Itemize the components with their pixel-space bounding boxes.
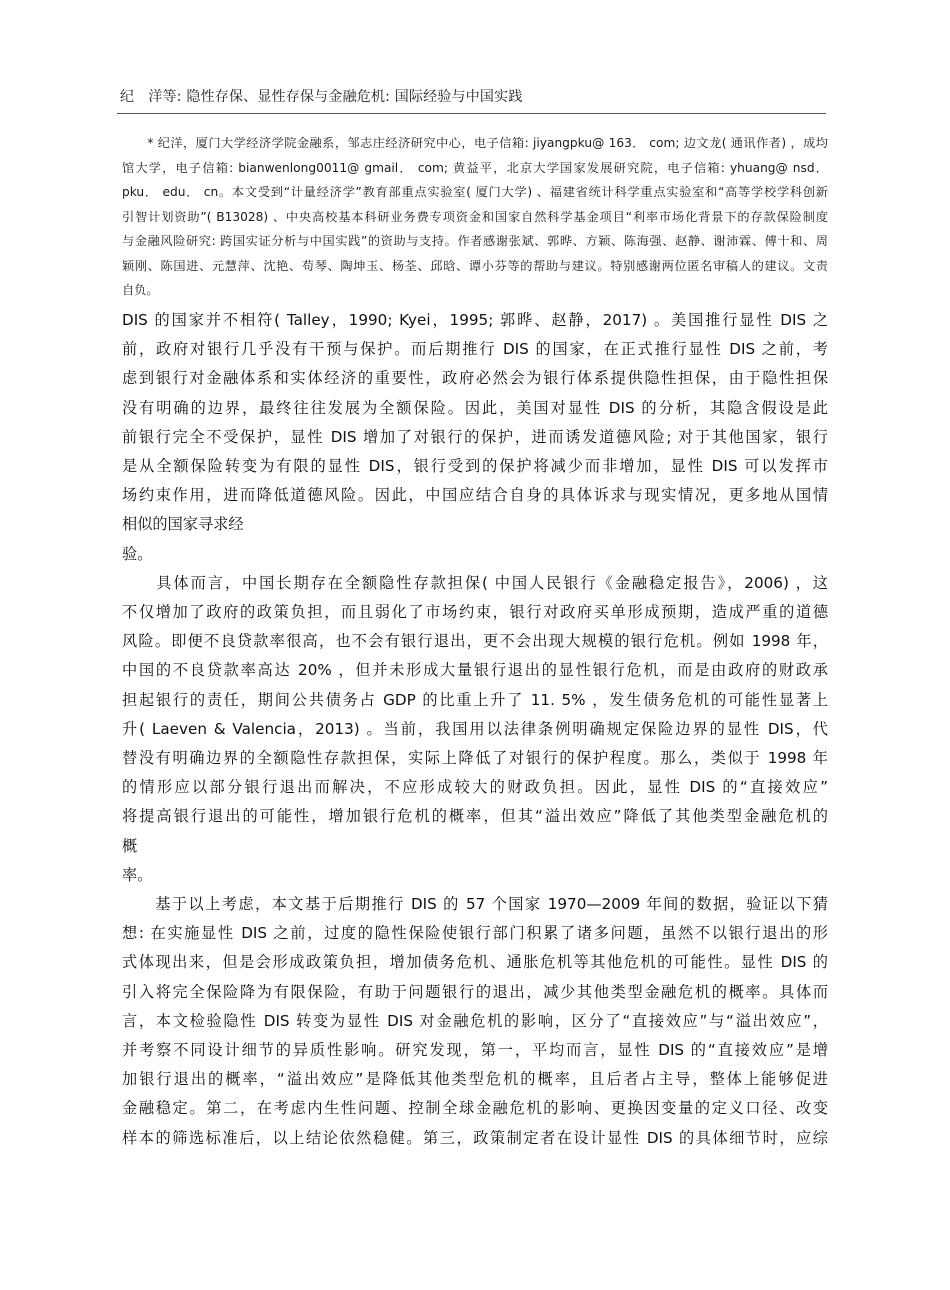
body-line: 前，政府对银行几乎没有干预与保护。而后期推行 DIS 的国家，在正式推行显性 DIS 之前，考: [122, 340, 828, 359]
footnote-line: 引智计划资助”( B13028) 、中央高校基本科研业务费专项资金和国家自然科学基金项目“利率市场化背景下的存款保险制度: [122, 209, 828, 224]
author-footnote: [122, 131, 828, 303]
body-line: 加银行退出的概率，“溢出效应”是降低其他类型危机的概率，且后者占主导，整体上能够促进: [122, 1070, 828, 1089]
body-line: 引入将完全保险降为有限保险，有助于问题银行的退出，减少其他类型金融危机的概率。具体而: [122, 982, 828, 1001]
footnote-line: 颖刚、陈国进、元慧萍、沈艳、苟琴、陶坤玉、杨荃、邱晗、谭小芬等的帮助与建议。特别感谢两位匿名审稿人的建议。文责: [122, 258, 828, 273]
body-line: 替没有明确边界的全额隐性存款担保，实际上降低了对银行的保护程度。那么，类似于 1998 年: [122, 749, 828, 768]
body-line: 中国的不良贷款率高达 20% ，但并未形成大量银行退出的显性银行危机，而是由政府的财政承: [122, 661, 828, 680]
body-text: [122, 306, 828, 1153]
body-line: 相似的国家寻求经: [122, 515, 244, 534]
body-line: 担起银行的责任，期间公共债务占 GDP 的比重上升了 11. 5% ，发生债务危机的可能性显著上: [122, 690, 828, 709]
footnote-line: 馆大学，电子信箱: bianwenlong0011@ gmail． com; 黄益平，北京大学国家发展研究院，电子信箱: yhuang@ nsd．: [122, 160, 828, 175]
body-line: 式体现出来，但是会形成政策负担，增加债务危机、通胀危机等其他危机的可能性。显性 DIS 的: [122, 953, 828, 972]
body-line: 言，本文检验隐性 DIS 转变为显性 DIS 对金融危机的影响，区分了“直接效应”与“溢出效应”，: [122, 1011, 828, 1030]
body-line: 基于以上考虑，本文基于后期推行 DIS 的 57 个国家 1970—2009 年间的数据，验证以下猜: [122, 895, 828, 914]
body-line: 具体而言，中国长期存在全额隐性存款担保( 中国人民银行《金融稳定报告》，2006) ，这: [122, 573, 828, 592]
body-line: 不仅增加了政府的政策负担，而且弱化了市场约束，银行对政府买单形成预期，造成严重的道德: [122, 603, 828, 622]
body-line: 率。: [122, 865, 153, 884]
body-line: 虑到银行对金融体系和实体经济的重要性，政府必然会为银行体系提供隐性担保，由于隐性担保: [122, 369, 828, 388]
body-line: DIS 的国家并不相符( Talley，1990; Kyei，1995; 郭晔、赵静，2017) 。美国推行显性 DIS 之: [122, 311, 828, 329]
body-line: 金融稳定。第二，在考虑内生性问题、控制全球金融危机的影响、更换因变量的定义口径、改变: [122, 1099, 828, 1118]
body-line: 验。: [122, 544, 153, 563]
body-line: 风险。即便不良贷款率很高，也不会有银行退出，更不会出现大规模的银行危机。例如 1998 年，: [122, 632, 828, 651]
body-line: 样本的筛选标准后，以上结论依然稳健。第三，政策制定者在设计显性 DIS 的具体细节时，应综: [122, 1128, 828, 1147]
footnote-line: 与金融风险研究: 跨国实证分析与中国实践”的资助与支持。作者感谢张斌、郭晔、方颖、陈海强、赵静、谢沛霖、傅十和、周: [122, 234, 828, 248]
header-rule: [117, 113, 826, 114]
footnote-line: 自负。: [122, 283, 159, 297]
body-line: 是从全额保险转变为有限的显性 DIS，银行受到的保护将减少而非增加，显性 DIS 可以发挥市: [122, 457, 828, 476]
body-line: 概: [122, 836, 138, 855]
body-line: 将提高银行退出的可能性，增加银行危机的概率，但其“溢出效应”降低了其他类型金融危机的: [122, 807, 828, 826]
body-line: 没有明确的边界，最终往往发展为全额保险。因此，美国对显性 DIS 的分析，其隐含假设是此: [122, 398, 828, 417]
footnote-line: * 纪洋，厦门大学经济学院金融系，邹志庄经济研究中心，电子信箱: jiyangpku@ 163． com; 边文龙( 通讯作者) ，成均: [122, 136, 828, 150]
body-line: 场约束作用，进而降低道德风险。因此，中国应结合自身的具体诉求与现实情况，更多地从国情: [122, 486, 828, 505]
body-line: 前银行完全不受保护，显性 DIS 增加了对银行的保护，进而诱发道德风险; 对于其他国家，银行: [122, 427, 828, 446]
footnote-line: pku． edu． cn。本文受到“计量经济学”教育部重点实验室( 厦门大学) 、福建省统计科学重点实验室和“高等学校学科创新: [122, 185, 828, 199]
body-line: 的情形应以部分银行退出而解决，不应形成较大的财政负担。因此，显性 DIS 的“直接效应”: [122, 778, 828, 797]
running-header: 纪 洋等: 隐性存保、显性存保与金融危机: 国际经验与中国实践: [120, 89, 523, 105]
body-line: 并考察不同设计细节的异质性影响。研究发现，第一，平均而言，显性 DIS 的“直接效应”是增: [122, 1041, 828, 1060]
body-line: 想: 在实施显性 DIS 之前，过度的隐性保险使银行部门积累了诸多问题，虽然不以银行退出的形: [122, 924, 828, 943]
body-line: 升( Laeven & Valencia，2013) 。当前，我国用以法律条例明确规定保险边界的显性 DIS，代: [122, 719, 828, 738]
